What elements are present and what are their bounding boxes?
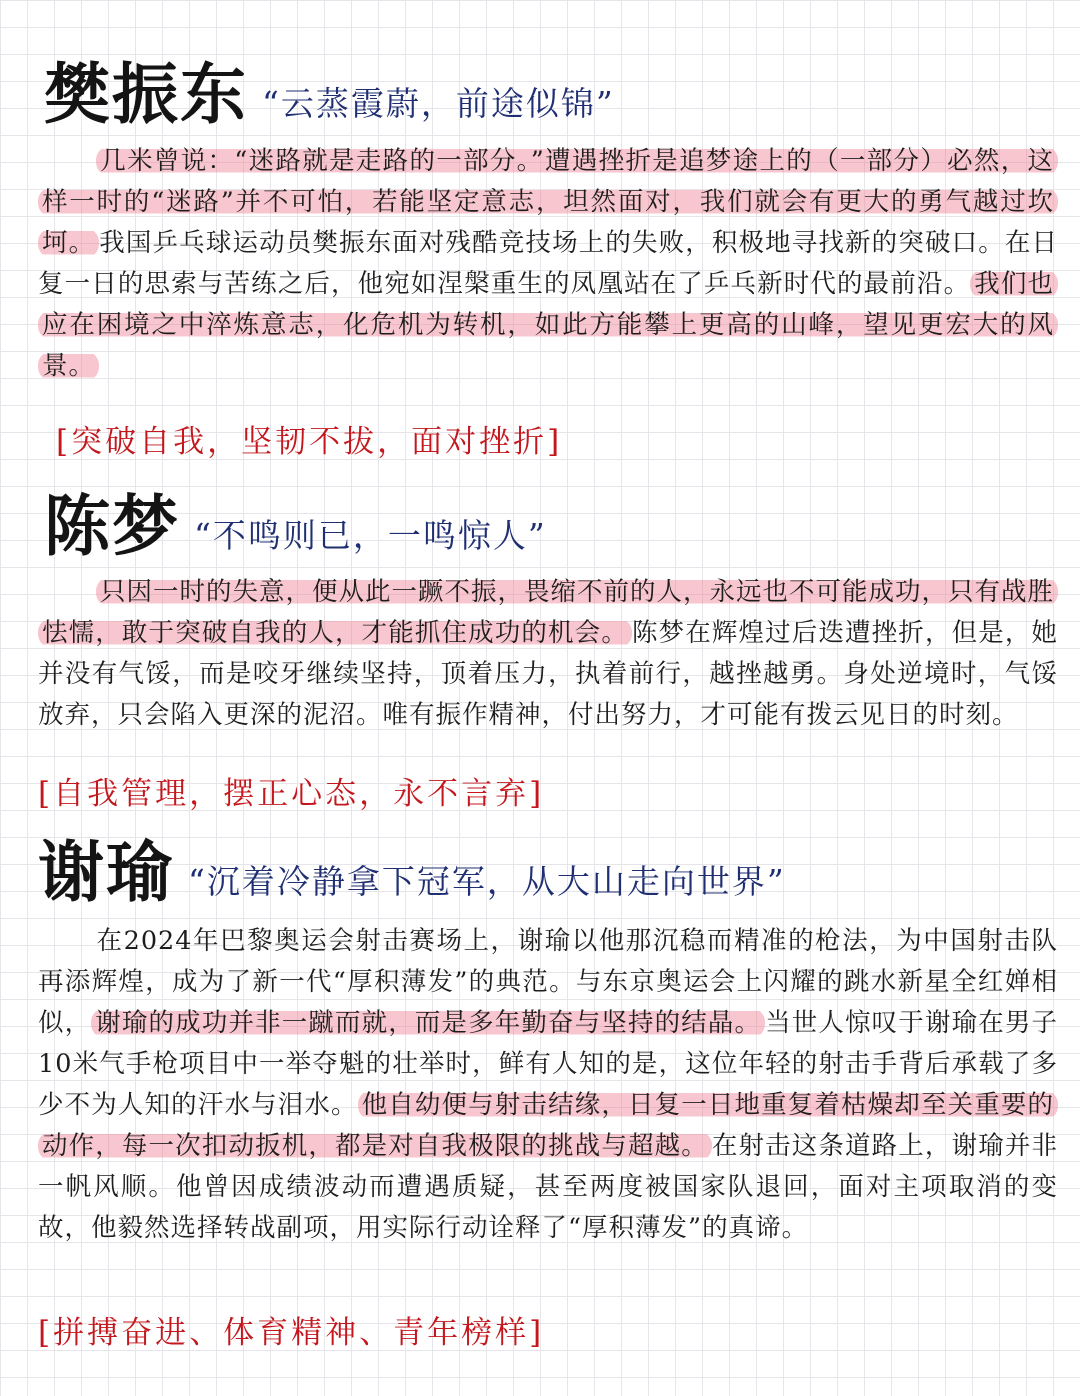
body-text: 当世人惊叹于谢瑜在男子10米气手枪项目中一举夺魁的壮举时，鲜有人知的是，这位年轻的射击手背后承载了多少不为人知的汗水与泪水。 bbox=[38, 1008, 1058, 1120]
athlete-name: 樊振东 bbox=[44, 56, 248, 133]
athlete-quote: “云蒸霞蔚，前途似锦” bbox=[262, 84, 615, 123]
body-text: 在2024年巴黎奥运会射击赛场上，谢瑜以他那沉稳而精准的枪法，为中国射击队再添辉煌，成为了新一代“厚积薄发”的典范。与东京奥运会上闪耀的跳水新星全红婵相似， bbox=[38, 926, 1058, 1038]
highlight-text: 只因一时的失意，便从此一蹶不振，畏缩不前的人，永远也不可能成功，只有战胜怯懦，敢于突破自我的人，才能抓住成功的机会。 bbox=[38, 577, 1058, 648]
highlight-text: 我们也应在困境之中淬炼意志，化危机为转机，如此方能攀上更高的山峰，望见更宏大的风景。 bbox=[38, 269, 1058, 381]
tags-xieyu: [拼搏奋进、体育精神、青年榜样] bbox=[38, 1315, 545, 1351]
section-title-chenmeng bbox=[44, 488, 547, 565]
section-title-xieyu bbox=[38, 834, 786, 911]
highlight-text: 他自幼便与射击结缘，日复一日地重复着枯燥却至关重要的动作，每一次扣动扳机，都是对自我极限的挑战与超越。 bbox=[38, 1090, 1058, 1161]
athlete-quote: “不鸣则已，一鸣惊人” bbox=[194, 516, 547, 555]
athlete-quote: “沉着冷静拿下冠军，从大山走向世界” bbox=[188, 862, 786, 901]
paragraph-chenmeng bbox=[38, 572, 1058, 736]
body-text: 在射击这条道路上，谢瑜并非一帆风顺。他曾因成绩波动而遭遇质疑，甚至两度被国家队退回，面对主项取消的变故，他毅然选择转战副项，用实际行动诠释了“厚积薄发”的真谛。 bbox=[38, 1131, 1058, 1243]
section-title-fanzhendong bbox=[44, 56, 615, 133]
highlight-text: 谢瑜的成功并非一蹴而就，而是多年勤奋与坚持的结晶。 bbox=[91, 1008, 765, 1038]
tags-chenmeng: [自我管理，摆正心态，永不言弃] bbox=[38, 776, 545, 812]
paragraph-xieyu bbox=[38, 921, 1058, 1249]
athlete-name: 谢瑜 bbox=[38, 834, 174, 911]
tags-fanzhendong: [突破自我，坚韧不拔，面对挫折] bbox=[56, 424, 563, 460]
highlight-text: 几米曾说：“迷路就是走路的一部分。”遭遇挫折是追梦途上的（一部分）必然，这样一时的“迷路”并不可怕，若能坚定意志，坦然面对，我们就会有更大的勇气越过坎坷。 bbox=[38, 146, 1058, 258]
body-text: 我国乒乓球运动员樊振东面对残酷竞技场上的失败，积极地寻找新的突破口。在日复一日的思索与苦练之后，他宛如涅槃重生的凤凰站在了乒乓新时代的最前沿。 bbox=[38, 228, 1058, 299]
body-text: 陈梦在辉煌过后迭遭挫折，但是，她并没有气馁，而是咬牙继续坚持，顶着压力，执着前行，越挫越勇。身处逆境时，气馁放弃，只会陷入更深的泥沼。唯有振作精神，付出努力，才可能有拨云见日的时刻。 bbox=[38, 618, 1058, 730]
paragraph-fanzhendong bbox=[38, 141, 1058, 387]
athlete-name: 陈梦 bbox=[44, 488, 180, 565]
